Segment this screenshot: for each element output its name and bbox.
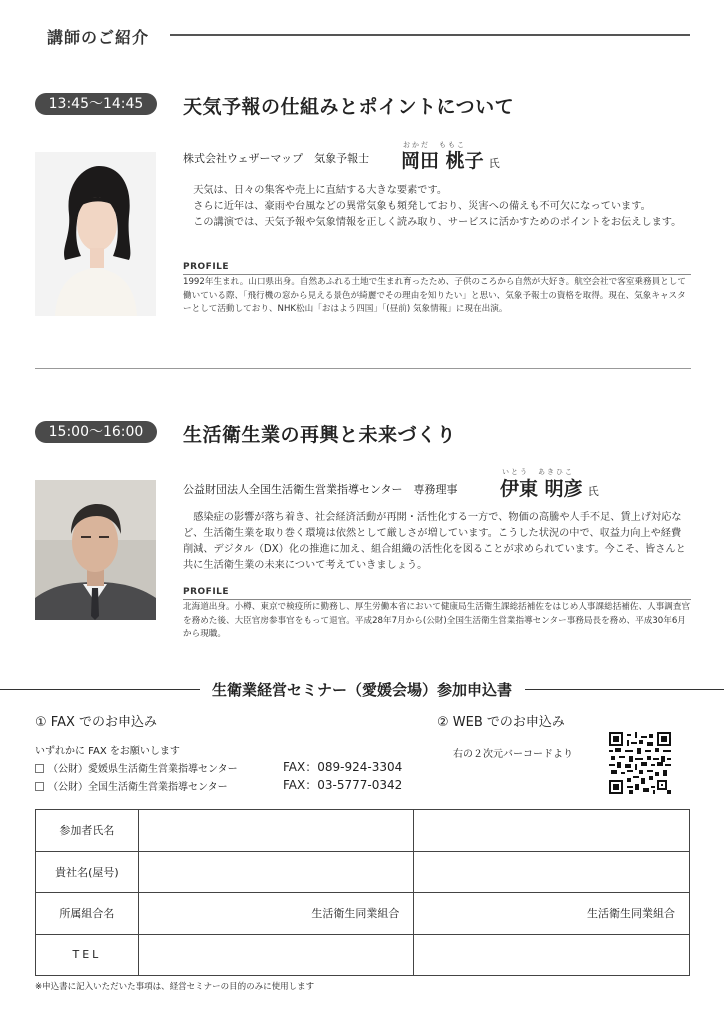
union-field-2[interactable]: 生活衛生同業組合 xyxy=(414,893,690,935)
participant-name-field-1[interactable] xyxy=(138,810,414,852)
profile-rule-2 xyxy=(183,599,691,600)
qr-code[interactable] xyxy=(609,732,671,794)
speaker-name-1: 岡田 桃子 xyxy=(401,150,484,172)
profile-heading-2: PROFILE xyxy=(183,587,230,597)
row-label-union: 所属組合名 xyxy=(36,893,139,935)
section-divider xyxy=(35,368,691,369)
profile-text-1: 1992年生まれ。山口県出身。自然あふれる土地で生まれ育ったため、子供のころから自然が大好き。航空会社で客室乗務員として働いている際、「飛行機の窓から見える景色が綺麗でその理由を知りたい」と思い、気象予報士の資格を取得。現在、気象キャスターとして活動しており、NHK松山「おはよう四国」「(昼前) 気象情報」に現在出演。 xyxy=(183,277,686,314)
fax-note: いずれかに FAX をお願いします xyxy=(35,746,180,757)
talk-title-2: 生活衛生業の再興と未来づくり xyxy=(183,424,457,446)
profile-text-2: 北海道出身。小樽、東京で検疫所に勤務し、厚生労働本省において健康局生活衛生課総括補佐をはじめ人事課総括補佐、人事調査官を務めた後、大臣官房参事官をもって退官。平成28年7月から(公財)全国生活衛生営業指導センター事務局長を務め、平成30年6月から現職。 xyxy=(183,602,691,639)
profile-rule-1 xyxy=(183,274,691,275)
speaker-name-block-1 xyxy=(401,146,500,173)
speaker-affiliation-2: 公益財団法人全国生活衛生営業指導センター 専務理事 xyxy=(183,483,458,496)
talk-body-1 xyxy=(183,183,691,231)
talk-title-1: 天気予報の仕組みとポイントについて xyxy=(183,96,515,118)
profile-heading-1: PROFILE xyxy=(183,262,230,272)
fax-line-1 xyxy=(35,760,238,775)
section-rule xyxy=(170,34,690,36)
speaker-ruby-2: いとう あきひこ xyxy=(502,468,574,476)
body-para: 天気は、日々の集客や売上に直結する大きな要素です。 xyxy=(193,185,448,196)
fax-number-1: FAX：089-924-3304 xyxy=(283,760,403,774)
fax-org-1: （公財）愛媛県生活衛生営業指導センター xyxy=(48,764,238,775)
time-badge-1: 13:45～14:45 xyxy=(35,93,157,115)
speaker-honorific-2: 氏 xyxy=(587,485,599,498)
fax-heading: ① FAX でのお申込み xyxy=(35,715,158,730)
tel-field-1[interactable] xyxy=(138,934,414,976)
speaker-line-2 xyxy=(183,481,458,497)
form-title-text: 生衛業経営セミナー（愛媛会場）参加申込書 xyxy=(202,681,522,699)
body-para: この講演では、天気予報や気象情報を正しく読み取り、サービスに活かすためのポイントをお伝えします。 xyxy=(193,217,682,228)
section-title: 講師のご紹介 xyxy=(47,28,150,47)
web-heading: ② WEB でのお申込み xyxy=(437,715,565,730)
speaker-name-2: 伊東 明彦 xyxy=(500,478,583,500)
table-row xyxy=(36,893,690,935)
row-label-participant: 参加者氏名 xyxy=(36,810,139,852)
row-label-tel: TEL xyxy=(36,934,139,976)
form-title xyxy=(0,679,724,700)
company-name-field-2[interactable] xyxy=(414,851,690,893)
talk-body-2 xyxy=(183,510,691,574)
application-table xyxy=(35,809,690,976)
participant-name-field-2[interactable] xyxy=(414,810,690,852)
fax-org-2: （公財）全国生活衛生営業指導センター xyxy=(48,782,228,793)
body-para: 感染症の影響が落ち着き、社会経済活動が再開・活性化する一方で、物価の高騰や人手不足、賃上げ対応など、生活衛生業を取り巻く環境は依然として厳しさが増しています。こうした状況の中で、収益力向上や経費削減、デジタル（DX）化の推進に加え、組合組織の活性化を図ることが求められています。今こそ、皆さんと共に生活衛生業の未来について考えていきましょう。 xyxy=(183,512,686,571)
time-badge-2: 15:00～16:00 xyxy=(35,421,157,443)
speaker-line-1 xyxy=(183,150,369,166)
company-name-field-1[interactable] xyxy=(138,851,414,893)
table-row xyxy=(36,934,690,976)
fax-line-2 xyxy=(35,778,228,793)
speaker-ruby-1: おかだ ももこ xyxy=(403,141,466,149)
speaker-photo-2 xyxy=(35,480,156,620)
checkbox[interactable] xyxy=(35,764,44,773)
speaker-affiliation-1: 株式会社ウェザーマップ 気象予報士 xyxy=(183,152,370,165)
speaker-photo-1 xyxy=(35,152,156,316)
speaker-honorific-1: 氏 xyxy=(488,157,500,170)
table-row xyxy=(36,851,690,893)
fax-number-2: FAX：03-5777-0342 xyxy=(283,778,403,792)
checkbox[interactable] xyxy=(35,782,44,791)
web-note: 右の２次元バーコードより xyxy=(453,749,573,760)
union-field-1[interactable]: 生活衛生同業組合 xyxy=(138,893,414,935)
row-label-company: 貴社名(屋号) xyxy=(36,851,139,893)
tel-field-2[interactable] xyxy=(414,934,690,976)
footnote: ※申込書に記入いただいた事項は、経営セミナーの目的のみに使用します xyxy=(35,982,315,992)
body-para: さらに近年は、豪雨や台風などの異常気象も頻発しており、災害への備えも不可欠になっています。 xyxy=(193,201,651,212)
speaker-name-block-2 xyxy=(500,474,599,501)
table-row xyxy=(36,810,690,852)
